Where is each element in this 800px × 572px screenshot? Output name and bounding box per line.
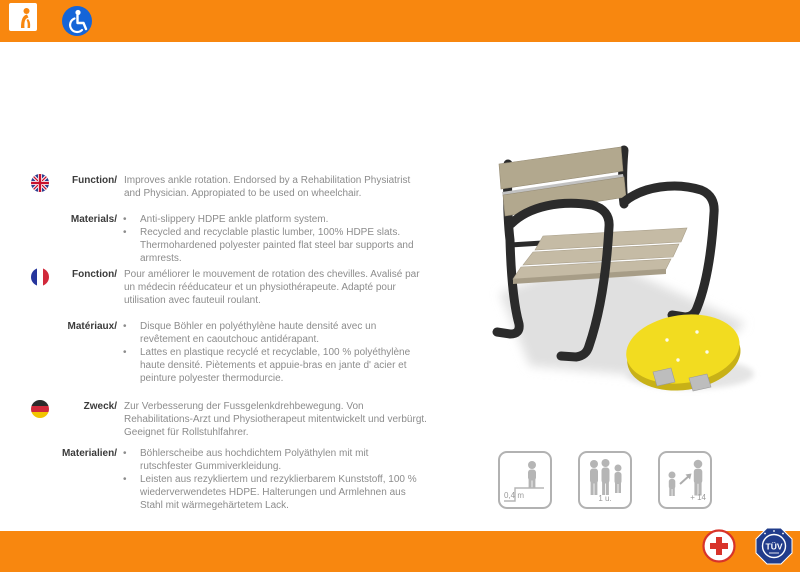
materials-item: • Disque Böhler en polyéthylène haute densité avec un revêtement en caoutchouc antidérapant. [117, 320, 421, 346]
materials-list [117, 320, 421, 385]
pictogram-row [498, 451, 712, 509]
wheelchair-accessibility-icon [62, 6, 92, 36]
disc-screw [705, 350, 708, 353]
brand-logo-icon [9, 3, 37, 31]
materials-item: • Leisten aus rezykliertem und rezyklierbarem Kunststoff, 100 % wiederverwendetes HDPE. Halterungen und Armlehnen aus Stahl mit wärmegehärtetem Lack. [117, 473, 421, 512]
section-french [0, 268, 440, 385]
materials-item: • Anti-slippery HDPE ankle platform system. [117, 213, 421, 226]
materials-label: Matériaux/ [67, 321, 117, 332]
section-english [0, 174, 440, 265]
tuv-certification-logo [755, 527, 793, 565]
top-orange-bar [0, 0, 800, 42]
function-label: Function/ [72, 175, 117, 186]
disc-screw [695, 330, 698, 333]
tuv-text: TÜV [765, 541, 783, 552]
wheelchair-icon [62, 6, 92, 36]
function-label: Zweck/ [83, 401, 117, 412]
users-pictogram [578, 451, 632, 509]
product-illustration [445, 128, 800, 408]
materials-item: • Böhlerscheibe aus hochdichtem Polyäthylen mit mit rutschfester Gummiverkleidung. [117, 447, 421, 473]
age-pictogram [658, 451, 712, 509]
fall-height-label: 0,4 m [504, 491, 525, 500]
age-label: + 14 [690, 493, 706, 502]
materials-label: Materialien/ [61, 448, 117, 459]
germany-flag-icon [31, 400, 49, 418]
materials-label: Materials/ [70, 214, 117, 225]
users-label: 1 u. [598, 494, 612, 503]
person-logo-icon [9, 3, 37, 31]
disc-screw [665, 338, 668, 341]
function-label: Fonction/ [72, 269, 117, 280]
disc-screw [676, 358, 679, 361]
materials-list [117, 447, 421, 512]
chair-and-disc-illustration [445, 128, 800, 408]
function-text: Pour améliorer le mouvement de rotation des chevilles. Avalisé par un médecin rééducateur et un physiothérapeute. Adapté pour utilisation avec fauteuil roulant. [124, 269, 420, 306]
bottom-orange-bar [0, 531, 800, 572]
function-text: Improves ankle rotation. Endorsed by a Rehabilitation Physiatrist and Physician. Appropiated to be used on wheelchair. [124, 175, 411, 199]
materials-item: • Recycled and recyclable plastic lumber, 100% HDPE slats. Thermohardened polyester painted flat steel bar supports and armrests. [117, 226, 421, 265]
fall-height-pictogram [498, 451, 552, 509]
function-text: Zur Verbesserung der Fussgelenkdrehbewegung. Von Rehabilitations-Arzt und Physiotherapeut mitentwickelt und verbürgt. Geeignet für Rollstuhlfahrer. [124, 401, 427, 438]
france-flag-icon [31, 268, 49, 286]
materials-item: • Lattes en plastique recyclé et recyclable, 100 % polyéthylène haute densité. Piètements et appuie-bras en jante d' acier et peinture polyester thermodurcie. [117, 346, 421, 385]
uk-flag-icon [31, 174, 49, 192]
red-cross-icon [702, 529, 736, 563]
section-german [0, 400, 440, 512]
materials-list [117, 213, 421, 265]
